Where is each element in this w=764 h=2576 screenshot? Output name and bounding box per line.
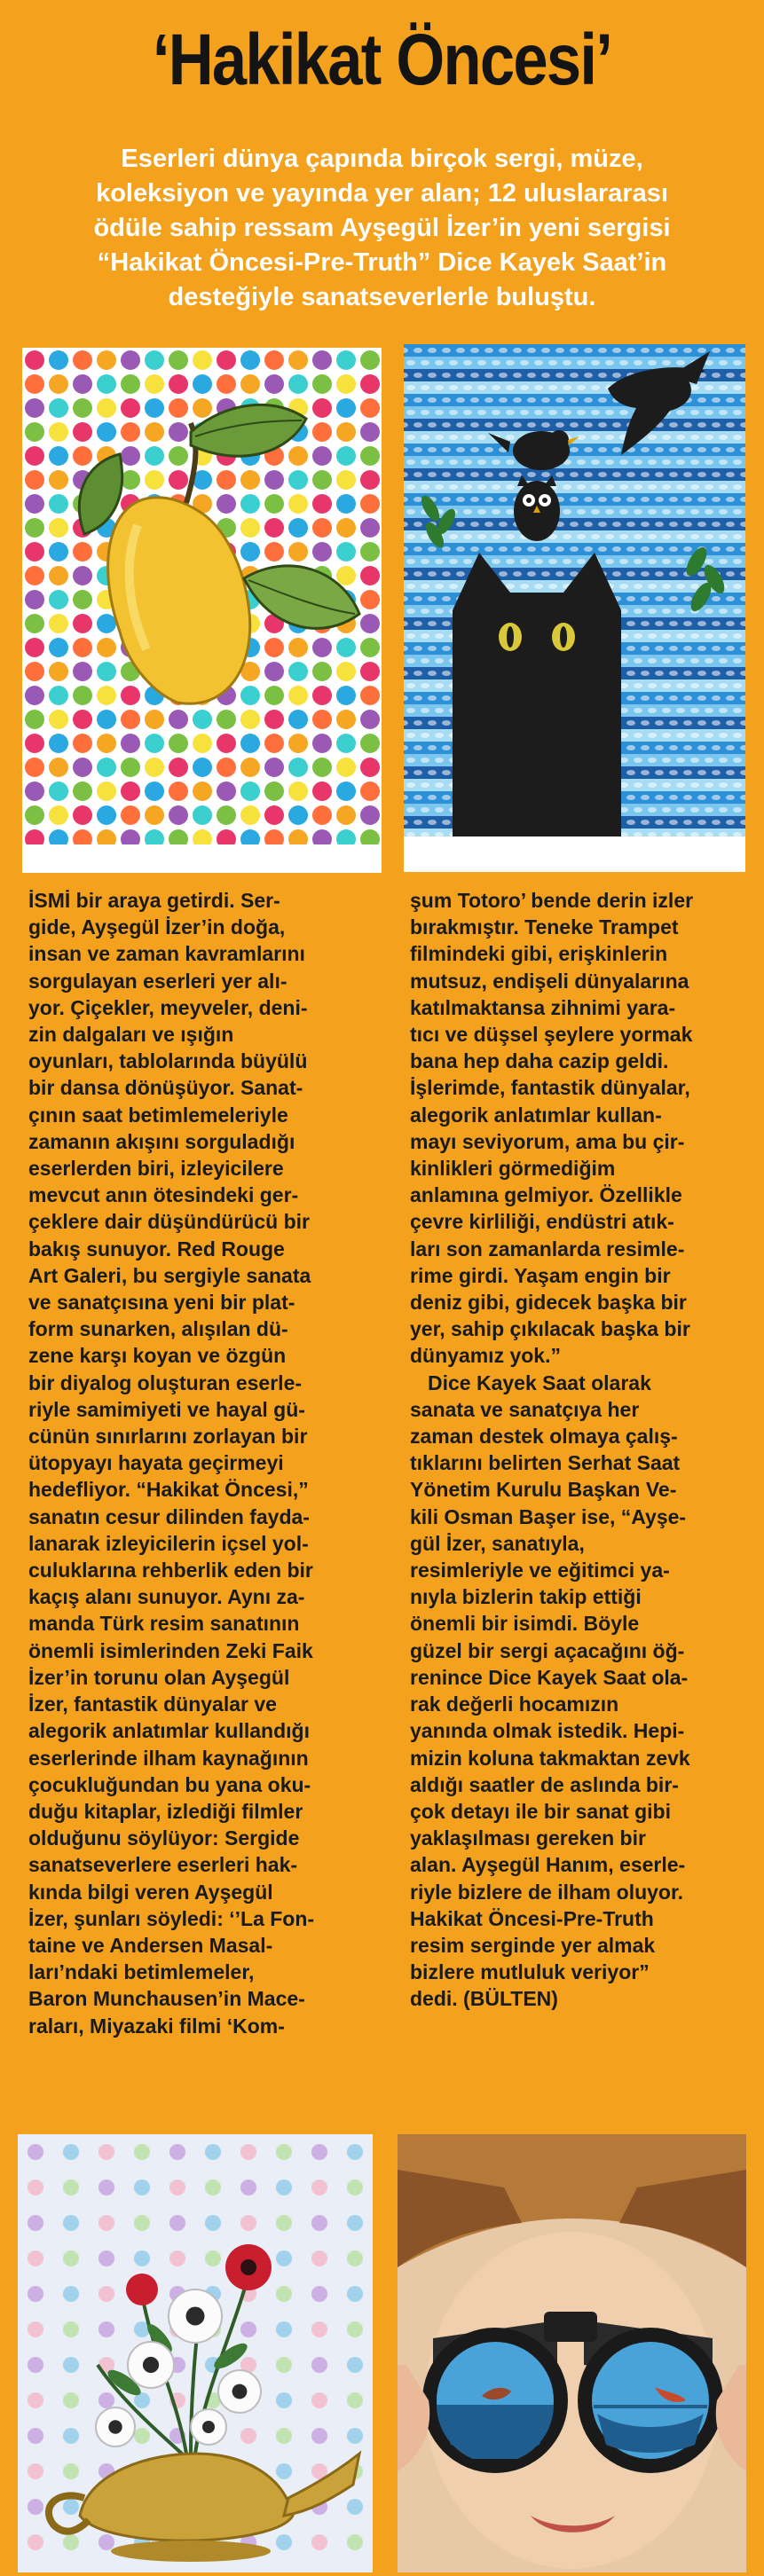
right-column-line: sanata ve sanatçıya her [410,1397,640,1421]
left-column-line: raları, Miyazaki filmi ‘Kom- [28,2014,285,2038]
right-column-line: dünyamız yok.” [410,1344,561,1368]
right-column-line: rak değerli hocamızın [410,1692,619,1716]
left-column-line: çının saat betimlemeleriyle [28,1103,288,1127]
left-column-line: ve sanatçısına yeni bir plat- [28,1291,295,1315]
right-column-line: filmindeki gibi, erişkinlerin [410,942,668,966]
right-column-line: bizlere mutluluk veriyor” [410,1960,650,1984]
right-column-line: yaklaşılması gereken bir [410,1826,646,1850]
left-column-line: zene karşı koyan ve özgün [28,1344,287,1368]
right-column-line: riyle bizlere de ilham oluyor. [410,1880,684,1904]
right-column-line: alan. Ayşegül Hanım, eserle- [410,1853,686,1877]
right-column-line: Hakikat Öncesi-Pre-Truth [410,1906,654,1930]
headline: ‘Hakikat Öncesi’ [152,20,612,100]
left-column-line: sanatseverlere eserleri hak- [28,1853,298,1877]
left-column-line: Baron Munchausen’in Mace- [28,1987,305,2011]
right-column-line: nıyla bizlerin takip ettiği [410,1585,642,1609]
left-column-text [28,887,383,2039]
cat-birds-painting [404,344,745,872]
right-column-line: resim serginde yer almak [410,1933,656,1957]
right-column-line: önemli bir isimdi. Böyle [410,1612,640,1636]
left-column-line: İzer, fantastik dünyalar ve [28,1692,277,1716]
left-column-line: insan ve zaman kavramlarını [28,942,305,966]
right-column-line: Dice Kayek Saat olarak [428,1370,651,1394]
left-column-line: cünün sınırlarını zorlayan bir [28,1425,308,1449]
right-column-line: Yönetim Kurulu Başkan Ve- [410,1478,677,1502]
left-column-line: kaçış alanı sunuyor. Aynı za- [28,1585,305,1609]
right-column-line: bana hep daha cazip geldi. [410,1049,669,1073]
left-column-line: eserlerden biri, izleyicilere [28,1157,284,1181]
lede-line: desteğiyle sanatseverlerle buluştu. [168,283,596,311]
right-column-line: kili Osman Başer ise, “Ayşe- [410,1504,687,1528]
left-column-line: bakış sunuyor. Red Rouge [28,1237,285,1261]
left-column-line: önemli isimlerinden Zeki Faik [28,1638,313,1662]
binoculars-portrait-painting [398,2134,746,2572]
left-column-line: kında bilgi veren Ayşegül [28,1880,273,1904]
left-column-line: manda Türk resim sanatının [28,1612,300,1636]
lede-line: ödüle sahip ressam Ayşegül İzer’in yeni sergisi [93,214,671,242]
right-column-line: renince Dice Kayek Saat ola- [410,1665,689,1689]
left-column-line: hedefliyor. “Hakikat Öncesi,” [28,1478,309,1502]
right-column-line: anlamına gelmiyor. Özellikle [410,1183,682,1207]
right-column-line: gül İzer, sanatıyla, [410,1531,585,1555]
right-column-line: İşlerimde, fantastik dünyalar, [410,1076,690,1100]
left-column-line: gide, Ayşegül İzer’in doğa, [28,915,286,939]
left-column-line: çocukluğundan bu yana oku- [28,1772,311,1796]
lede-line: koleksiyon ve yayında yer alan; 12 uluslararası [96,179,668,208]
quince-painting [22,348,382,873]
lede-line: Eserleri dünya çapında birçok sergi, müze, [121,145,643,173]
left-column-line: sorgulayan eserleri yer alı- [28,969,287,993]
left-column-line: zin dalgaları ve ışığın [28,1023,234,1047]
left-column-line: yor. Çiçekler, meyveler, deni- [28,995,308,1019]
right-column-line: rime girdi. Yaşam engin bir [410,1263,671,1287]
right-column-line: çevre kirliliği, endüstri atık- [410,1210,674,1234]
left-column-line: ütopyayı hayata geçirmeyi [28,1451,284,1475]
left-column-line: duğu kitaplar, izlediği filmler [28,1799,303,1823]
right-column-line: kinlikleri görmediğim [410,1157,616,1181]
right-column-line: katılmaktansa zihnimi yara- [410,995,676,1019]
left-column-line: riyle samimiyeti ve hayal gü- [28,1397,305,1421]
lede-paragraph [62,142,702,315]
left-column-line: oyunları, tablolarında büyülü [28,1049,308,1073]
left-column-line: sanatın cesur dilinden fayda- [28,1504,310,1528]
right-column-line: aldığı saatler de aslında bir- [410,1772,679,1796]
right-column-line: deniz gibi, gidecek başka bir [410,1291,687,1315]
left-column-line: İzer, şunları söyledi: ‘’La Fon- [28,1906,315,1930]
lede-line: “Hakikat Öncesi-Pre-Truth” Dice Kayek Saat’in [97,248,667,277]
right-column-line: güzel bir sergi açacağını öğ- [410,1638,685,1662]
right-column-line: yer, sahip çıkılacak başka bir [410,1317,690,1341]
right-column-line: mizin koluna takmaktan zevk [410,1746,690,1770]
right-column-line: zaman destek olmaya çalış- [410,1425,678,1449]
left-column-line: mevcut anın ötesindeki ger- [28,1183,299,1207]
left-column-line: Art Galeri, bu sergiyle sanata [28,1263,311,1287]
right-column-line: yanında olmak istedik. Hepi- [410,1719,685,1743]
left-column-line: çeklere dair düşündürücü bir [28,1210,310,1234]
right-column-line: şum Totoro’ bende derin izler [410,889,694,912]
left-column-line: olduğunu söylüyor: Sergide [28,1826,300,1850]
left-column-line: İzer’in torunu olan Ayşegül [28,1665,290,1689]
left-column-line: lanarak izleyicilerin içsel yol- [28,1531,309,1555]
right-column-line: tıklarını belirten Serhat Saat [410,1451,681,1475]
left-column-line: alegorik anlatımlar kullandığı [28,1719,310,1743]
right-column-line: ları son zamanlarda resimle- [410,1237,685,1261]
right-column-line: mayı seviyorum, ama bu çir- [410,1129,685,1153]
right-column-line: alegorik anlatımlar kullan- [410,1103,662,1127]
left-column-line: eserlerinde ilham kaynağının [28,1746,309,1770]
right-column-line: resimleriyle ve eğitimci ya- [410,1559,670,1583]
flower-teapot-painting [18,2134,373,2572]
left-column-line: culuklarına rehberlik eden bir [28,1559,313,1583]
right-column-text [410,887,747,2013]
left-column-line: İSMİ bir araya getirdi. Ser- [28,889,280,912]
left-column-line: form sunarken, alışılan dü- [28,1317,288,1341]
right-column-line: dedi. (BÜLTEN) [410,1987,558,2011]
right-column-line: bırakmıştır. Teneke Trampet [410,915,679,939]
right-column-line: mutsuz, endişeli dünyalarına [410,969,689,993]
right-column-line: tıcı ve düşsel şeylere yormak [410,1023,693,1047]
left-column-line: zamanın akışını sorguladığı [28,1129,295,1153]
left-column-line: taine ve Andersen Masal- [28,1933,273,1957]
right-column-line: çok detayı ile bir sanat gibi [410,1799,671,1823]
left-column-line: ları’ndaki betimlemeler, [28,1960,255,1984]
left-column-line: bir dansa dönüşüyor. Sanat- [28,1076,303,1100]
left-column-line: bir diyalog oluşturan eserle- [28,1370,303,1394]
